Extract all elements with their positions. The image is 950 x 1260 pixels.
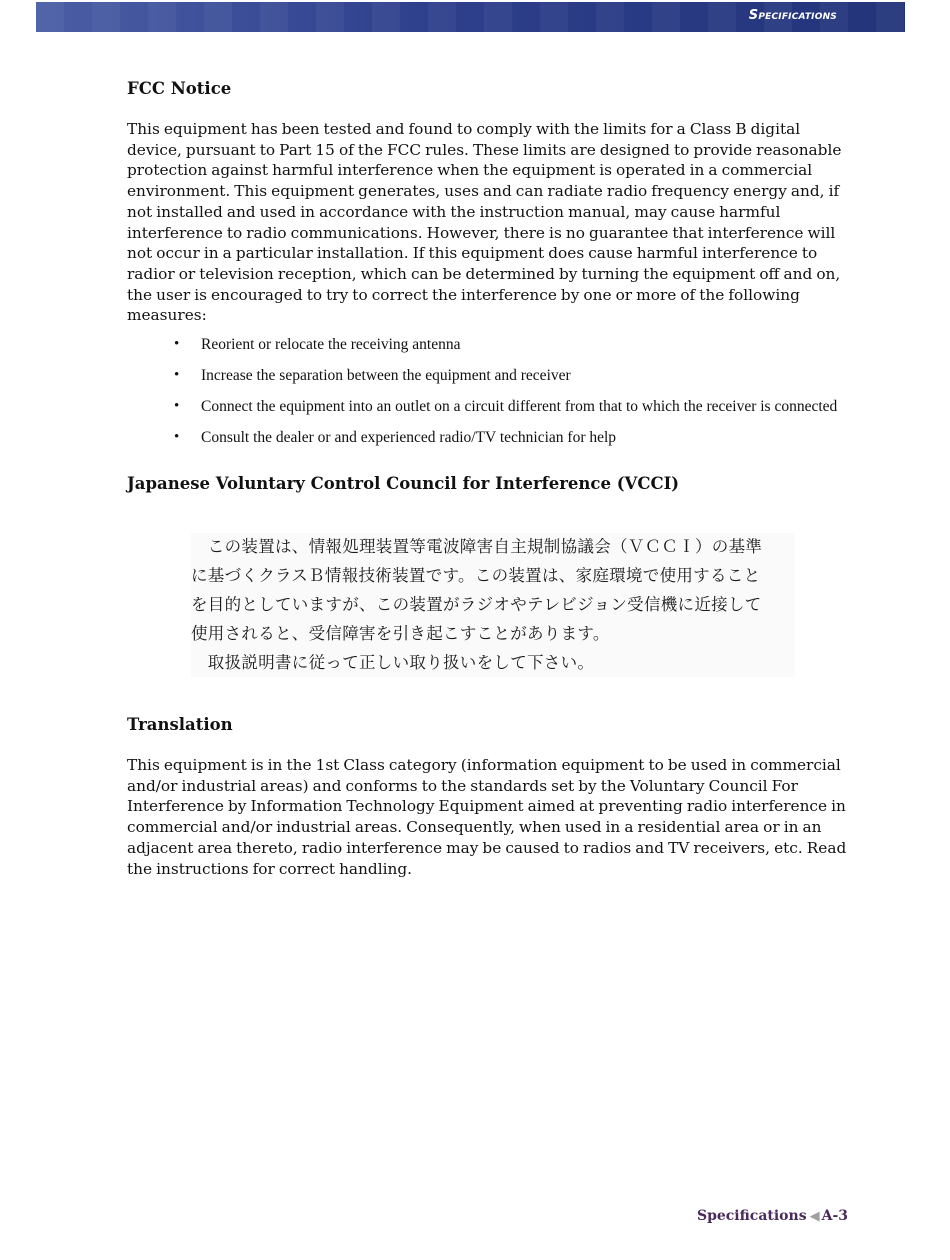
- fcc-measures-list: [127, 334, 847, 448]
- bullet-icon: •: [174, 336, 180, 353]
- translation-heading: Translation: [127, 715, 233, 735]
- fcc-notice-heading: FCC Notice: [127, 79, 232, 98]
- list-item: [174, 334, 847, 355]
- page-footer: [697, 1208, 848, 1224]
- vcci-japanese-line: 取扱説明書に従って正しい取り扱いをして下さい。: [191, 653, 595, 673]
- fcc-notice-body: This equipment has been tested and found to comply with the limits for a Class B digital device, pursuant to Part 15 of the FCC rules. These limits are designed to provide reasonable protection against harmful interference when the equipment is operated in a commercial environment. This equipment generates, uses and can radiate radio frequency energy and, if not installed and used in accordance with the instruction manual, may cause harmful interference to radio communications. However, there is no guarantee that interference will not occur in a particular installation. If this equipment does cause harmful interference to radior or television reception, which can be determined by turning the equipment off and on, the user is encouraged to try to correct the interference by one or more of the following measures:: [127, 120, 842, 325]
- section-header-bar: [36, 2, 905, 32]
- bullet-icon: •: [174, 429, 180, 446]
- footer-page-number: A-3: [821, 1208, 848, 1224]
- vcci-japanese-notice: [191, 533, 795, 677]
- measure-text: Connect the equipment into an outlet on a circuit different from that to which the receiver is connected: [201, 398, 838, 416]
- measure-text: Increase the separation between the equipment and receiver: [201, 367, 571, 385]
- bullet-icon: •: [174, 367, 180, 384]
- footer-section-label: Specifications: [696, 1208, 807, 1224]
- vcci-japanese-line: この装置は、情報処理装置等電波障害自主規制協議会（ＶＣＣＩ）の基準: [191, 537, 763, 557]
- measure-text: Consult the dealer or and experienced radio/TV technician for help: [201, 429, 617, 447]
- vcci-japanese-line: 使用されると、受信障害を引き起こすことがあります。: [191, 624, 610, 644]
- translation-body: This equipment is in the 1st Class category (information equipment to be used in commercial and/or industrial areas) and conforms to the standards set by the Voluntary Council For Interference by Information Technology Equipment aimed at preventing radio interference in commercial and/or industrial areas. Consequently, when used in a residential area or in an adjacent area thereto, radio interference may be caused to radios and TV receivers, etc. Read the instructions for correct handling.: [127, 756, 847, 878]
- page-content: [127, 78, 847, 879]
- triangle-left-icon: ◀: [809, 1209, 820, 1224]
- bullet-icon: •: [174, 398, 180, 415]
- vcci-japanese-line: を目的としていますが、この装置がラジオやテレビジョン受信機に近接して: [191, 595, 762, 615]
- list-item: [174, 365, 847, 386]
- measure-text: Reorient or relocate the receiving antenna: [201, 336, 461, 354]
- list-item: [174, 427, 847, 448]
- vcci-japanese-line: に基づくクラスＢ情報技術装置です。この装置は、家庭環境で使用すること: [191, 566, 761, 586]
- list-item: [174, 396, 847, 417]
- section-header-title: Specifications: [748, 8, 837, 23]
- vcci-heading: Japanese Voluntary Control Council for Interference (VCCI): [127, 474, 680, 494]
